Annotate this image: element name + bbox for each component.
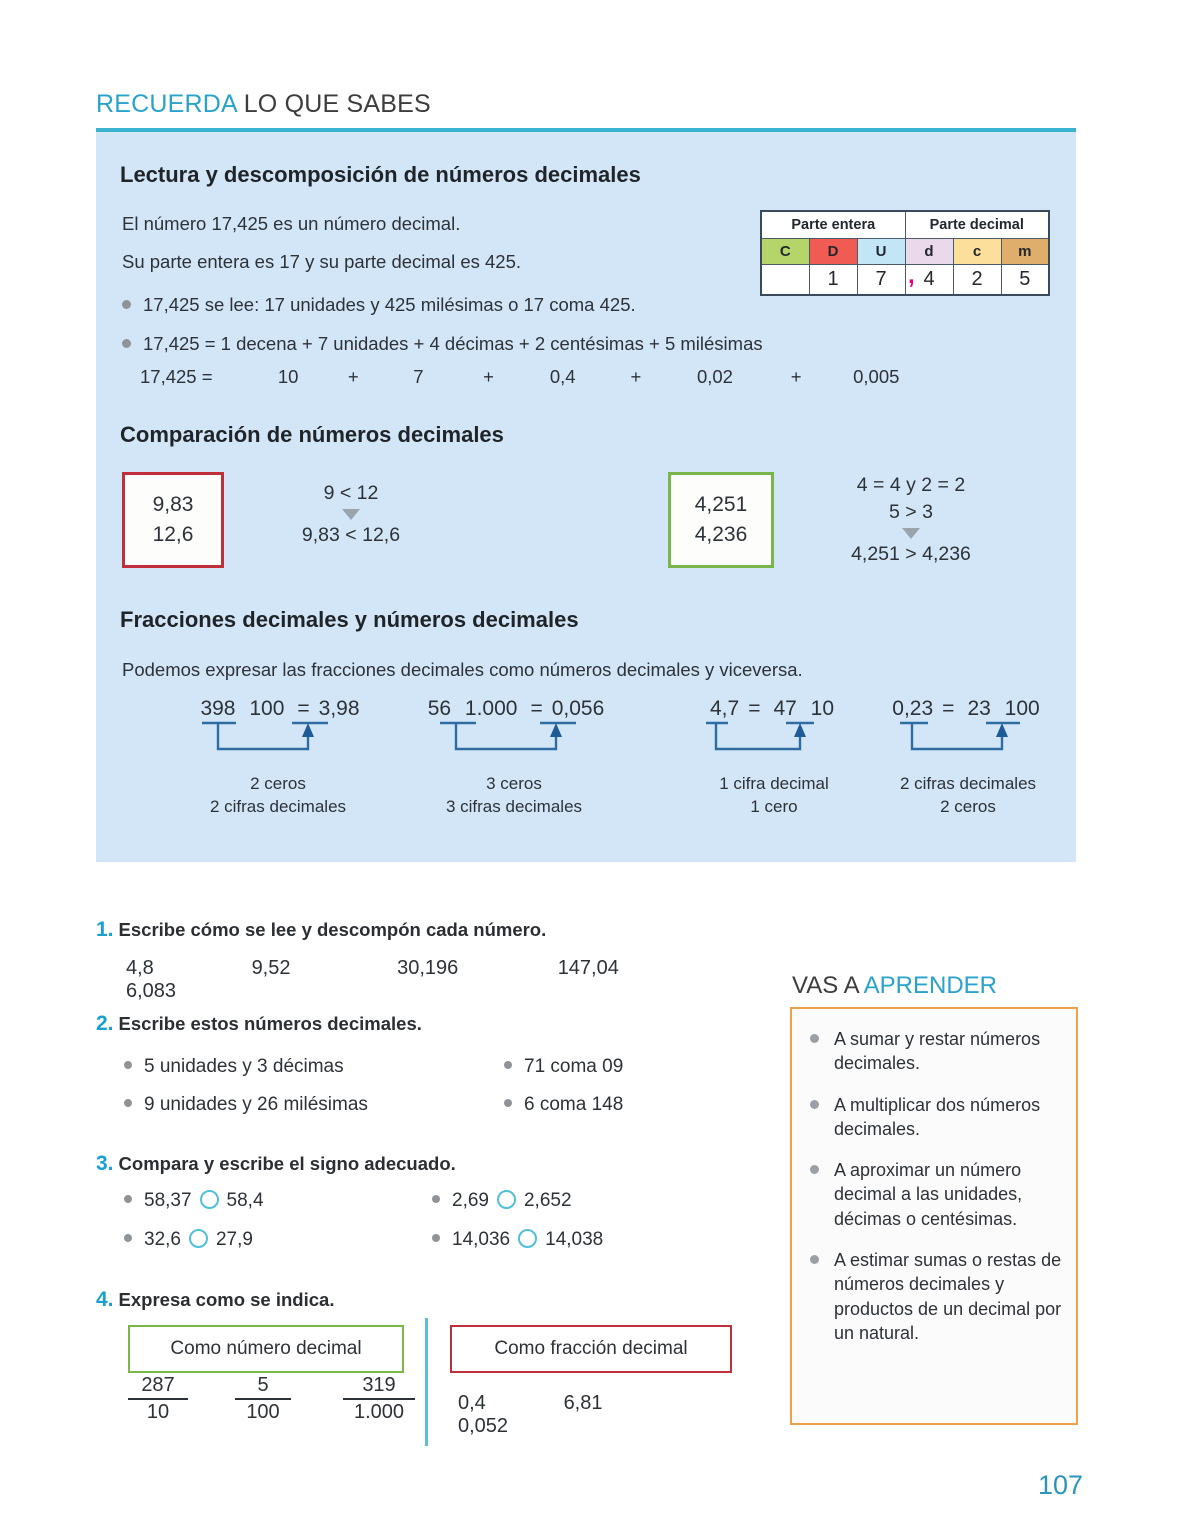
fraction-example-1-equation: [158, 697, 398, 721]
section-title-lectura: Lectura y descomposición de números decimales: [120, 162, 641, 187]
place-value-table-wrap: [760, 210, 1050, 296]
fraction-2-connector-arrow: [384, 721, 644, 767]
bullet-dot-icon: [122, 300, 131, 309]
lectura-bullet-1: 17,425 se lee: 17 unidades y 425 milésimas o 17 coma 425.: [143, 294, 636, 315]
comparison-sign-circle[interactable]: [189, 1229, 208, 1248]
fraction-example-3-equation: [664, 697, 884, 721]
fraction-4-denominator: 100: [1004, 697, 1040, 721]
header-keyword: RECUERDA: [96, 90, 237, 118]
exercise-4-fraction-1-numerator: 287: [141, 1374, 175, 1396]
fraction-4-equals: =: [942, 697, 955, 720]
comparison-sign-circle[interactable]: [518, 1229, 537, 1248]
comparison-box-1: [122, 472, 224, 568]
exercise-4-decimal-1[interactable]: 0,4: [458, 1392, 486, 1414]
exercise-4-fraction-3[interactable]: [343, 1374, 415, 1424]
fraction-1-equals: =: [297, 697, 310, 720]
vas-a-aprender-title: [792, 972, 997, 1000]
exercise-1-values: [126, 957, 766, 1003]
triangle-down-icon: [902, 528, 920, 539]
comparison-2-result: 4,251 > 4,236: [851, 543, 971, 565]
fraction-1: [196, 697, 288, 721]
comparison-box-2: [668, 472, 774, 568]
fraction-3: [769, 697, 838, 721]
fraction-3-caption-line-1: 1 cifra decimal: [719, 774, 829, 793]
exercise-4-left-label-box: Como número decimal: [128, 1325, 404, 1373]
section-title-comparacion: Comparación de números decimales: [120, 422, 504, 447]
decomp-term-5: 0,005: [853, 366, 900, 387]
digit-c: 2: [953, 265, 1001, 296]
fraction-4-caption: [856, 773, 1080, 819]
decomp-term-1: 10: [277, 366, 299, 387]
fraction-1-caption-line-2: 2 cifras decimales: [209, 796, 347, 816]
exercise-3-title: Compara y escribe el signo adecuado.: [118, 1153, 456, 1174]
fraction-4-decimal: 0,23: [892, 697, 934, 720]
comparison-2-step-2: 5 > 3: [889, 501, 933, 523]
fraction-2-caption: [384, 773, 644, 819]
table-row-column-abbrs: [761, 239, 1049, 265]
col-abbr-d: d: [905, 239, 953, 265]
exercise-4-fraction-3-numerator: 319: [362, 1374, 396, 1396]
exercise-3-pair-4-left: 14,036: [452, 1229, 511, 1250]
exercise-4-divider: [425, 1318, 428, 1446]
exercise-3-pair-1-right: 58,4: [226, 1190, 264, 1211]
digit-m: 5: [1001, 265, 1049, 296]
list-item: [808, 1248, 1062, 1345]
bullet-dot-icon: [432, 1234, 440, 1242]
fraction-1-decimal: 3,98: [318, 697, 360, 720]
exercise-3-pair-2[interactable]: [432, 1190, 572, 1212]
exercise-2-heading: [96, 1012, 422, 1036]
decomp-term-2: 7: [413, 366, 424, 387]
exercise-4-fraction-1[interactable]: [128, 1374, 188, 1424]
vas-item-2: A multiplicar dos números decimales.: [834, 1094, 1041, 1139]
exercise-4-fraction-2-bar: [235, 1398, 291, 1400]
decomp-term-4: 0,02: [696, 366, 733, 387]
fraction-example-4: [856, 697, 1080, 819]
lectura-line-1: El número 17,425 es un número decimal.: [122, 213, 461, 234]
exercise-1-value-3[interactable]: 30,196: [397, 957, 459, 979]
vas-item-4: A estimar sumas o restas de números decimales y productos de un decimal por un natural.: [834, 1250, 1062, 1343]
comparison-box-2-value-2: 4,236: [694, 523, 748, 546]
bullet-dot-icon: [810, 1255, 819, 1264]
decimal-comma-marker: ,: [908, 262, 915, 289]
col-abbr-m: m: [1001, 239, 1049, 265]
exercise-2-item-3-text: 9 unidades y 26 milésimas: [144, 1094, 368, 1115]
list-item: [808, 1158, 1062, 1231]
exercise-4-fraction-3-denominator: 1.000: [353, 1401, 405, 1423]
digit-U: 7: [857, 265, 905, 296]
fraction-example-4-equation: [856, 697, 1080, 721]
page-header: [96, 90, 1076, 119]
exercise-1-heading: [96, 918, 546, 942]
header-rest: LO QUE SABES: [243, 90, 431, 118]
fraction-3-caption: [664, 773, 884, 819]
exercise-2-item-1-text: 5 unidades y 3 décimas: [144, 1056, 344, 1077]
fraction-example-1: [158, 697, 398, 819]
bullet-dot-icon: [504, 1099, 512, 1107]
lectura-bullet-2-row: [122, 333, 763, 355]
col-abbr-D: D: [809, 239, 857, 265]
fraction-3-equals: =: [748, 697, 761, 720]
comparison-1-result: 9,83 < 12,6: [301, 524, 401, 546]
lectura-bullet-1-row: [122, 294, 636, 316]
exercise-1-title: Escribe cómo se lee y descompón cada número.: [118, 919, 547, 940]
bullet-dot-icon: [124, 1195, 132, 1203]
fraction-4-connector-arrow: [856, 721, 1080, 767]
bullet-dot-icon: [810, 1100, 819, 1109]
comparison-steps-1: [246, 478, 456, 551]
exercise-3-pair-3[interactable]: [124, 1229, 253, 1251]
fraction-1-caption-line-1: 2 ceros: [250, 774, 306, 793]
group-header-entera: Parte entera: [761, 211, 905, 239]
exercise-2-item-3[interactable]: [124, 1094, 368, 1116]
fraction-4: [963, 697, 1043, 721]
lectura-bullet-2: 17,425 = 1 decena + 7 unidades + 4 décimas + 2 centésimas + 5 milésimas: [143, 333, 763, 354]
digit-C: [761, 265, 809, 296]
list-item: [808, 1027, 1062, 1076]
fraction-4-numerator: 23: [967, 697, 991, 721]
section-title-fracciones: Fracciones decimales y números decimales: [120, 607, 579, 632]
comparison-steps-2: [786, 470, 1036, 570]
exercise-1-value-1[interactable]: 4,8: [126, 957, 154, 979]
fraction-3-decimal: 4,7: [709, 697, 740, 720]
exercise-3-pair-4[interactable]: [432, 1229, 603, 1251]
exercise-3-pair-2-left: 2,69: [452, 1190, 489, 1211]
exercise-4-number: 4.: [96, 1288, 114, 1311]
vas-item-3: A aproximar un número decimal a las unidades, décimas o centésimas.: [834, 1160, 1023, 1229]
fraction-4-caption-line-2: 2 ceros: [940, 796, 996, 816]
bullet-dot-icon: [504, 1061, 512, 1069]
fraction-3-connector-arrow: [664, 721, 884, 767]
list-item: [808, 1093, 1062, 1142]
fraction-example-2: [384, 697, 644, 819]
fraction-1-connector-arrow: [158, 721, 398, 767]
vas-a-aprender-title-part-2: APRENDER: [863, 972, 997, 999]
exercise-4-fraction-3-bar: [343, 1398, 415, 1400]
bullet-dot-icon: [124, 1061, 132, 1069]
vas-a-aprender-title-part-1: VAS A: [792, 972, 864, 999]
vas-a-aprender-list: [792, 1009, 1076, 1345]
fraction-2-caption-line-1: 3 ceros: [486, 774, 542, 793]
bullet-dot-icon: [432, 1195, 440, 1203]
comparison-box-2-value-1: 4,251: [694, 493, 748, 516]
group-header-decimal: Parte decimal: [905, 211, 1049, 239]
exercise-3-pair-1[interactable]: [124, 1190, 264, 1212]
decomp-term-3: 0,4: [549, 366, 576, 387]
exercise-4-fraction-1-denominator: 10: [146, 1401, 170, 1423]
exercise-3-pair-2-right: 2,652: [523, 1190, 572, 1211]
fraction-example-3: [664, 697, 884, 819]
exercise-1-value-4[interactable]: 147,04: [557, 957, 619, 979]
decomp-label: 17,425 =: [140, 366, 213, 387]
decomp-op-3: +: [630, 366, 642, 387]
decomp-op-2: +: [483, 366, 494, 387]
digit-D: 1: [809, 265, 857, 296]
exercise-4-fraction-2-denominator: 100: [246, 1401, 280, 1423]
comparison-sign-circle[interactable]: [497, 1190, 516, 1209]
exercise-3-pair-4-right: 14,038: [545, 1229, 604, 1250]
bullet-dot-icon: [810, 1165, 819, 1174]
fraction-2-numerator: 56: [427, 697, 452, 721]
fraction-example-2-equation: [384, 697, 644, 721]
triangle-down-icon: [342, 509, 360, 520]
exercise-3-heading: [96, 1152, 456, 1176]
exercise-4-fraction-2-numerator: 5: [257, 1374, 269, 1396]
exercise-4-fraction-2[interactable]: [235, 1374, 291, 1424]
fraction-3-numerator: 47: [773, 697, 797, 721]
bullet-dot-icon: [810, 1034, 819, 1043]
fracciones-intro: Podemos expresar las fracciones decimales como números decimales y viceversa.: [122, 659, 803, 680]
exercise-2-number: 2.: [96, 1012, 114, 1035]
table-row-group-headers: [761, 211, 1049, 239]
table-row-digits: [761, 265, 1049, 296]
exercise-4-decimal-3[interactable]: 0,052: [458, 1415, 509, 1437]
comparison-1-step-1: 9 < 12: [323, 482, 379, 504]
comparison-2-step-1: 4 = 4 y 2 = 2: [856, 474, 966, 496]
decomp-op-4: +: [790, 366, 802, 387]
page-number: 107: [1038, 1470, 1084, 1500]
fraction-2-decimal: 0,056: [551, 697, 605, 720]
exercise-2-item-1[interactable]: [124, 1056, 344, 1078]
vas-a-aprender-box: [790, 1007, 1078, 1425]
decomposition-row: [140, 366, 940, 388]
exercise-4-decimals: [458, 1392, 758, 1438]
col-abbr-C: C: [761, 239, 809, 265]
exercise-2-item-2[interactable]: [504, 1056, 623, 1078]
exercise-3-number: 3.: [96, 1152, 114, 1175]
fraction-2-caption-line-2: 3 cifras decimales: [445, 796, 583, 816]
exercise-3-pair-3-left: 32,6: [144, 1229, 181, 1250]
exercise-4-title: Expresa como se indica.: [118, 1289, 335, 1310]
exercise-2-title: Escribe estos números decimales.: [118, 1013, 422, 1034]
fraction-1-numerator: 398: [200, 697, 236, 721]
fraction-4-caption-line-1: 2 cifras decimales: [899, 774, 1037, 793]
fraction-1-caption: [158, 773, 398, 819]
fraction-3-denominator: 10: [810, 697, 835, 721]
comparison-box-1-value-1: 9,83: [152, 493, 194, 516]
comparison-sign-circle[interactable]: [200, 1190, 219, 1209]
fraction-1-denominator: 100: [249, 697, 285, 721]
lectura-line-2: Su parte entera es 17 y su parte decimal es 425.: [122, 251, 522, 272]
exercise-3-pair-3-right: 27,9: [215, 1229, 253, 1250]
vas-item-1: A sumar y restar números decimales.: [834, 1029, 1041, 1074]
exercise-3-pair-1-left: 58,37: [144, 1190, 192, 1211]
exercise-4-heading: [96, 1288, 334, 1312]
exercise-4-fraction-1-bar: [128, 1398, 188, 1400]
col-abbr-c: c: [953, 239, 1001, 265]
exercise-1-value-2[interactable]: 9,52: [251, 957, 291, 979]
remember-panel: [96, 132, 1076, 862]
fraction-3-caption-line-2: 1 cero: [750, 796, 798, 816]
exercise-4-decimal-2[interactable]: 6,81: [563, 1392, 603, 1414]
digit-d: 4: [905, 265, 953, 296]
fraction-2-denominator: 1.000: [464, 697, 518, 721]
bullet-dot-icon: [124, 1099, 132, 1107]
exercise-2-item-2-text: 71 coma 09: [524, 1056, 624, 1077]
exercise-4-right-label-box: Como fracción decimal: [450, 1325, 732, 1373]
exercise-1-number: 1.: [96, 918, 114, 941]
exercise-2-item-4[interactable]: [504, 1094, 623, 1116]
col-abbr-U: U: [857, 239, 905, 265]
fraction-2-equals: =: [530, 697, 543, 720]
exercise-2-item-4-text: 6 coma 148: [524, 1094, 624, 1115]
bullet-dot-icon: [122, 339, 131, 348]
bullet-dot-icon: [124, 1234, 132, 1242]
place-value-table: [760, 210, 1050, 296]
exercise-1-value-5[interactable]: 6,083: [126, 980, 177, 1002]
comparison-box-1-value-2: 12,6: [152, 523, 194, 546]
fraction-2: [424, 697, 522, 721]
decomp-op-1: +: [347, 366, 359, 387]
